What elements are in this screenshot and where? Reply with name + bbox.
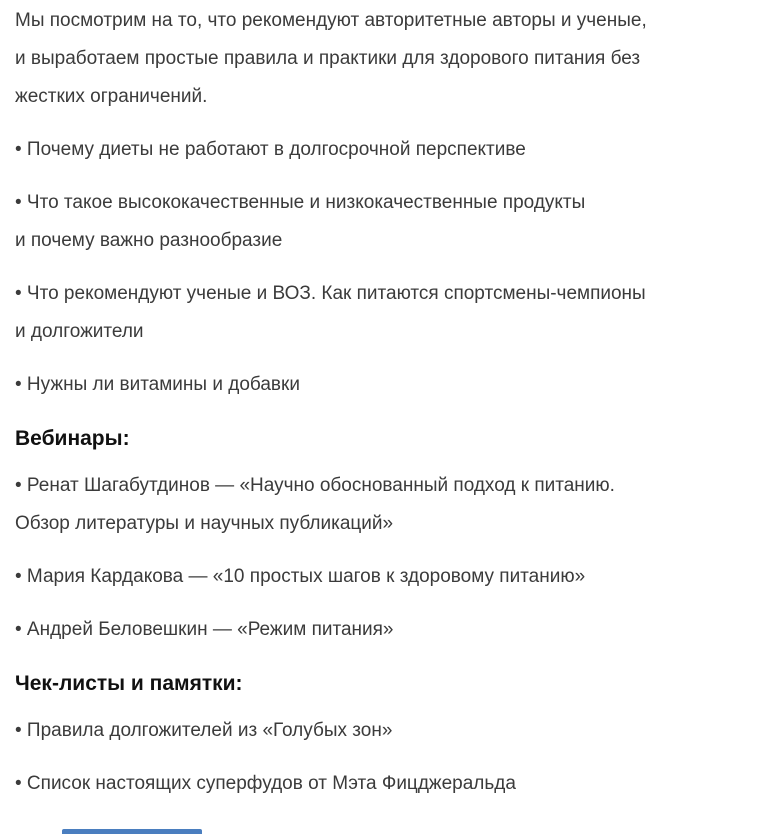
topic-item-line: • Что рекомендуют ученые и ВОЗ. Как питаются спортсмены-чемпионы xyxy=(15,283,646,304)
topic-item-line: и почему важно разнообразие xyxy=(15,230,283,251)
topic-item xyxy=(15,275,746,351)
topic-item xyxy=(15,366,746,404)
partial-blue-element[interactable] xyxy=(62,829,202,834)
webinar-item-line: • Мария Кардакова — «10 простых шагов к здоровому питанию» xyxy=(15,566,586,587)
intro-line: жестких ограничений. xyxy=(15,86,208,107)
intro-line: и выработаем простые правила и практики для здорового питания без xyxy=(15,48,641,69)
checklist-item xyxy=(15,712,746,750)
checklist-item-line: • Список настоящих суперфудов от Мэта Фицджеральда xyxy=(15,773,516,794)
topic-item-line: • Почему диеты не работают в долгосрочной перспективе xyxy=(15,139,526,160)
topic-item xyxy=(15,184,746,260)
webinar-item-line: • Ренат Шагабутдинов — «Научно обоснованный подход к питанию. xyxy=(15,475,615,496)
topic-item xyxy=(15,131,746,169)
checklists-heading: Чек-листы и памятки: xyxy=(15,672,243,695)
topic-item-line: • Что такое высококачественные и низкокачественные продукты xyxy=(15,192,586,213)
webinar-item xyxy=(15,611,746,649)
webinar-item xyxy=(15,558,746,596)
checklist-item-line: • Правила долгожителей из «Голубых зон» xyxy=(15,720,393,741)
checklist-item xyxy=(15,765,746,803)
webinar-item-line: Обзор литературы и научных публикаций» xyxy=(15,513,394,534)
webinar-item xyxy=(15,467,746,543)
topic-item-line: и долгожители xyxy=(15,321,144,342)
intro-paragraph xyxy=(15,2,746,116)
webinar-item-line: • Андрей Беловешкин — «Режим питания» xyxy=(15,619,394,640)
intro-line: Мы посмотрим на то, что рекомендуют авторитетные авторы и ученые, xyxy=(15,10,647,31)
topic-item-line: • Нужны ли витамины и добавки xyxy=(15,374,300,395)
webinars-heading: Вебинары: xyxy=(15,427,130,450)
